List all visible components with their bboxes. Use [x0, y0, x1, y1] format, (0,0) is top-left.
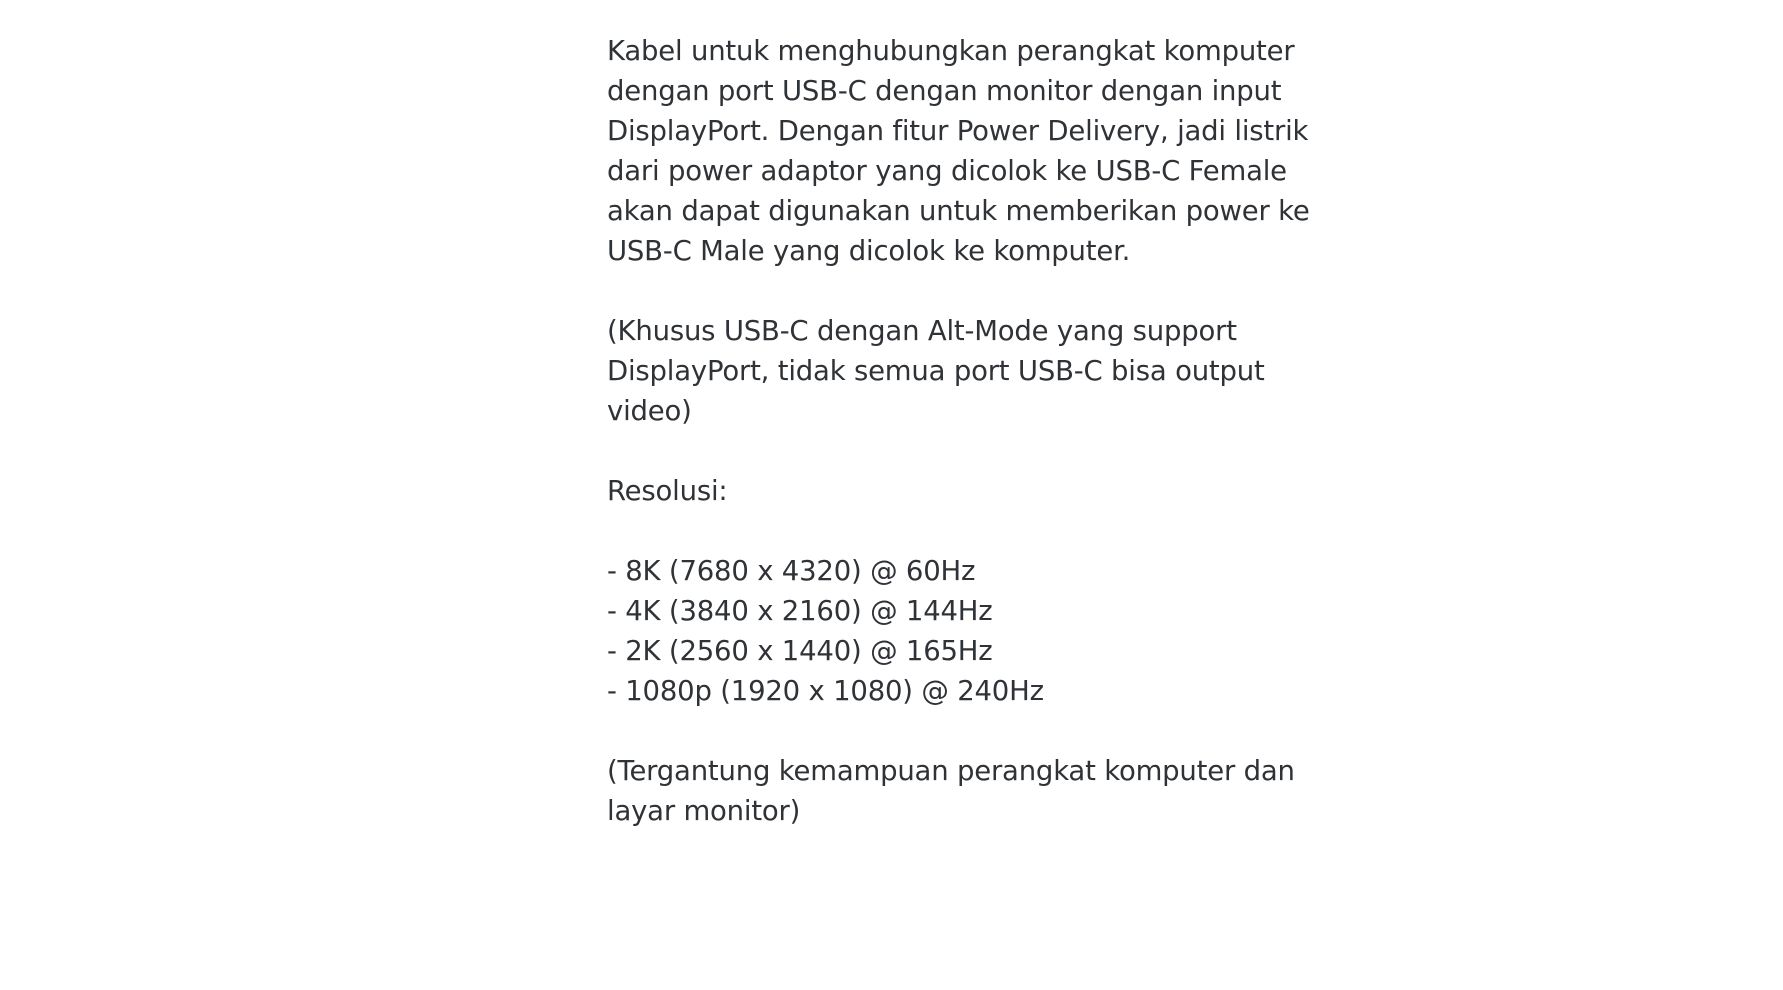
intro-paragraph: Kabel untuk menghubungkan perangkat komputer dengan port USB-C dengan monitor dengan input DisplayPort. Dengan fitur Power Delivery, jadi listrik dari power adaptor yang dicolok ke USB-C Female akan dapat digunakan untuk memberikan power ke USB-C Male yang dicolok ke komputer. [607, 35, 1310, 267]
footnote: (Tergantung kemampuan perangkat komputer dan layar monitor) [607, 755, 1295, 827]
compatibility-note: (Khusus USB-C dengan Alt-Mode yang support DisplayPort, tidak semua port USB-C bisa output video) [607, 315, 1265, 427]
resolution-item-1080p: - 1080p (1920 x 1080) @ 240Hz [607, 675, 1044, 707]
resolution-heading: Resolusi: [607, 475, 728, 507]
resolution-item-4k: - 4K (3840 x 2160) @ 144Hz [607, 595, 993, 627]
resolution-item-8k: - 8K (7680 x 4320) @ 60Hz [607, 555, 976, 587]
resolution-item-2k: - 2K (2560 x 1440) @ 165Hz [607, 635, 993, 667]
product-description [607, 31, 1327, 871]
resolution-list [607, 551, 1327, 711]
